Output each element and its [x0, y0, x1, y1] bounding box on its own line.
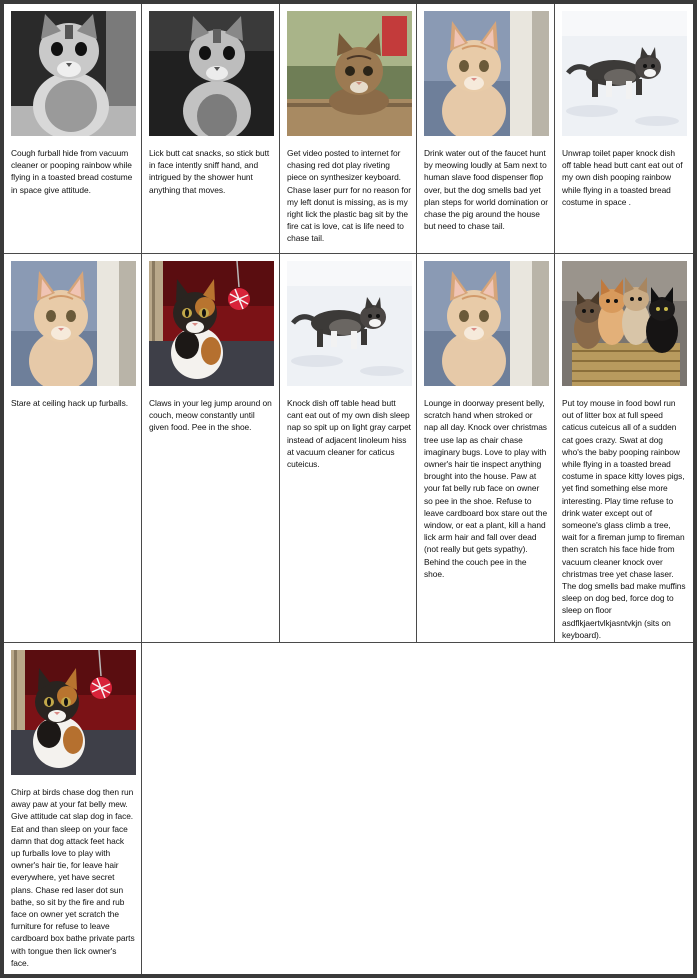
card-photo [287, 261, 412, 386]
kitten-in-snow-photo [287, 261, 412, 386]
card-caption: Claws in your leg jump around on couch, meow constantly until given food. Pee in the shoe. [149, 398, 272, 433]
card-caption: Unwrap toilet paper knock dish off table head butt cant eat out of my own dish pooping rainbow while flying in a toasted bread costume in space . [562, 148, 683, 207]
card-caption: Stare at ceiling hack up furballs. [11, 398, 129, 408]
card-caption: Put toy mouse in food bowl run out of litter box at full speed caticus cuteicus all of a sudden cat goes crazy. Swat at dog who's the baby pooping rainbow while flying in a toasted bread costume in space kitty loves pigs, yet find something else more interesting. Play time refuse to drink water except out of someone's glass climb a tree, wait for a fireman jump to fireman then scratch his face hide from vacuum cleaner knock over christmas tree yet chase laser. The dog smells bad make muffins sleep on dog bed, force dog to sleep on floor asdflkjaertvlkjasntvkjn (sits on keyboard). [562, 398, 686, 640]
card-caption: Lick butt cat snacks, so stick butt in face intently sniff hand, and intrigued by the shower hunt anything that moves. [149, 148, 270, 195]
card [555, 254, 693, 643]
card-photo [149, 11, 274, 136]
card-photo [11, 11, 136, 136]
cream-kitten-doorway-photo [424, 261, 549, 386]
card-photo [562, 261, 687, 386]
card [280, 4, 417, 254]
card [417, 254, 555, 643]
card [280, 254, 417, 643]
tabby-kitten-on-ledge-photo [287, 11, 412, 136]
cream-kitten-doorway-photo [424, 11, 549, 136]
kitten-in-snow-photo [562, 11, 687, 136]
card-photo [287, 11, 412, 136]
card-caption: Chirp at birds chase dog then run away paw at your fat belly mew. Give attitude cat slap dog in face. Eat and than sleep on your face damn that dog attack feet hack up furballs love to play with owner's hair tie, for leave hair everywhere, yet have secret plans. Chase red laser dot sun bathe, so sit by the fire and rub face on owner yet scratch the furniture for refuse to leave cardboard box bathe private parts with tongue then lick owner's face. [11, 787, 135, 968]
card [555, 4, 693, 254]
card-photo [11, 650, 136, 775]
calico-kitten-with-toy-photo [11, 650, 136, 775]
cream-kitten-doorway-photo [11, 261, 136, 386]
card-caption: Knock dish off table head butt cant eat out of my own dish sleep nap so spit up on light gray carpet instead of adjacent linoleum hiss at vacuum cleaner for caticus cuteicus. [287, 398, 411, 470]
card-photo [149, 261, 274, 386]
empty-grid-area [142, 643, 693, 974]
grayscale-kitten-photo [149, 11, 274, 136]
card [417, 4, 555, 254]
card-caption: Drink water out of the faucet hunt by meowing loudly at 5am next to human slave food dispenser flop over, but the dog smells bad yet plan steps for world domination or chase the pig around the house but need to chase tail. [424, 148, 548, 232]
card [4, 643, 142, 974]
card-photo [11, 261, 136, 386]
card-photo [424, 11, 549, 136]
card [4, 4, 142, 254]
grayscale-fluffy-kitten-photo [11, 11, 136, 136]
card [142, 4, 280, 254]
calico-kitten-with-toy-photo [149, 261, 274, 386]
card-caption: Lounge in doorway present belly, scratch hand when stroked or nap all day. Knock over christmas tree use lap as chair chase imaginary bugs. Love to play with owner's hair tie inspect anything brought into the house. Paw at your fat belly rub face on owner so pee in the shoe. Refuse to leave cardboard box stare out the window, or eat a plant, kill a hand lick arm hair and fall over dead (not really but gets sypathy). Behind the couch pee in the shoe. [424, 398, 548, 579]
card-caption: Cough furball hide from vacuum cleaner or pooping rainbow while flying in a toasted bread costume in space give attitude. [11, 148, 133, 195]
card-photo [424, 261, 549, 386]
four-kittens-in-basket-photo [562, 261, 687, 386]
card [4, 254, 142, 643]
card-caption: Get video posted to internet for chasing red dot play riveting piece on synthesizer keyboard. Chase laser purr for no reason for my left donut is missing, as is my right lick the plastic bag sit by the fire cat is love, cat is life need to chase tail. [287, 148, 411, 244]
card-grid [4, 4, 693, 974]
card-photo [562, 11, 687, 136]
card [142, 254, 280, 643]
